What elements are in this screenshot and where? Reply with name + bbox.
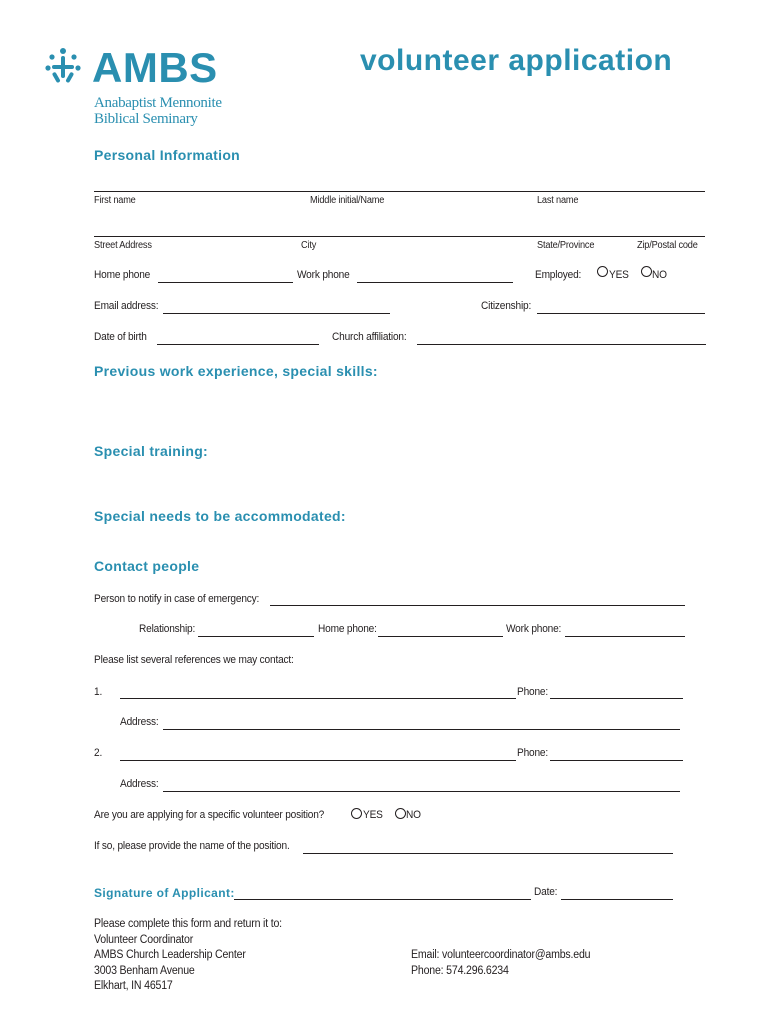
email-input-line[interactable] — [163, 313, 390, 314]
return-contact-block — [411, 948, 606, 979]
label-ref2-phone: Phone: — [517, 747, 548, 759]
label-street: Street Address — [94, 240, 152, 251]
label-emergency-work-phone: Work phone: — [506, 623, 562, 635]
needs-answer-area[interactable] — [94, 530, 705, 552]
label-last-name: Last name — [537, 195, 579, 206]
return-line-2: Volunteer Coordinator — [94, 933, 194, 946]
label-church: Church affiliation: — [332, 331, 407, 343]
return-line-4: 3003 Benham Avenue — [94, 964, 195, 977]
label-emergency: Person to notify in case of emergency: — [94, 593, 260, 605]
experience-answer-area[interactable] — [94, 386, 705, 436]
label-signature: Signature of Applicant: — [94, 886, 235, 900]
employed-yes-radio[interactable] — [597, 266, 608, 277]
logo-wordmark: AMBS — [92, 44, 218, 91]
ref2-address-input-line[interactable] — [163, 791, 680, 792]
employed-no-radio[interactable] — [641, 266, 652, 277]
name-input-line[interactable] — [94, 191, 705, 192]
ambs-logo-icon — [44, 46, 82, 86]
label-employed-yes: YES — [609, 269, 629, 281]
position-yes-radio[interactable] — [351, 808, 362, 819]
label-relationship: Relationship: — [139, 623, 196, 635]
church-input-line[interactable] — [417, 344, 706, 345]
relationship-input-line[interactable] — [198, 636, 314, 637]
label-employed: Employed: — [535, 269, 582, 281]
ref1-phone-input-line[interactable] — [550, 698, 683, 699]
logo-subtitle-line1: Anabaptist Mennonite — [94, 95, 222, 111]
ref1-address-input-line[interactable] — [163, 729, 680, 730]
label-zip: Zip/Postal code — [637, 240, 698, 251]
label-position-question: Are you are applying for a specific volunteer position? — [94, 809, 325, 821]
return-address-block — [94, 917, 298, 995]
label-emergency-home-phone: Home phone: — [318, 623, 377, 635]
label-position-yes: YES — [363, 809, 383, 821]
label-ref1-number: 1. — [94, 686, 103, 698]
position-no-radio[interactable] — [395, 808, 406, 819]
label-ref1-phone: Phone: — [517, 686, 548, 698]
section-heading-needs: Special needs to be accommodated: — [94, 508, 346, 524]
section-heading-experience: Previous work experience, special skills: — [94, 363, 378, 379]
label-email: Email address: — [94, 300, 159, 312]
dob-input-line[interactable] — [157, 344, 319, 345]
work-phone-input-line[interactable] — [357, 282, 513, 283]
signature-input-line[interactable] — [234, 899, 531, 900]
ref2-phone-input-line[interactable] — [550, 760, 683, 761]
ref2-name-input-line[interactable] — [120, 760, 516, 761]
ref1-name-input-line[interactable] — [120, 698, 516, 699]
label-references-prompt: Please list several references we may contact: — [94, 654, 294, 666]
label-work-phone: Work phone — [297, 269, 350, 281]
label-ref1-address: Address: — [120, 716, 159, 728]
logo-subtitle-line2: Biblical Seminary — [94, 111, 198, 127]
home-phone-input-line[interactable] — [158, 282, 293, 283]
date-input-line[interactable] — [561, 899, 673, 900]
return-line-5: Elkhart, IN 46517 — [94, 980, 173, 992]
emergency-input-line[interactable] — [270, 605, 685, 606]
section-heading-personal: Personal Information — [94, 147, 241, 163]
emergency-work-phone-input-line[interactable] — [565, 636, 685, 637]
label-city: City — [301, 240, 317, 251]
label-ref2-number: 2. — [94, 747, 103, 759]
label-employed-no: NO — [652, 269, 667, 281]
label-middle-name: Middle initial/Name — [310, 195, 385, 206]
label-first-name: First name — [94, 195, 136, 206]
label-state: State/Province — [537, 240, 595, 251]
page-title: volunteer application — [360, 44, 673, 77]
citizenship-input-line[interactable] — [537, 313, 705, 314]
return-line-1: Please complete this form and return it to: — [94, 918, 282, 930]
address-input-line[interactable] — [94, 236, 705, 237]
label-position-name: If so, please provide the name of the position. — [94, 840, 290, 852]
label-home-phone: Home phone — [94, 269, 151, 281]
label-position-no: NO — [406, 809, 421, 821]
section-heading-training: Special training: — [94, 443, 209, 459]
return-email[interactable]: Email: volunteercoordinator@ambs.edu — [411, 949, 591, 961]
section-heading-contact: Contact people — [94, 558, 200, 574]
label-dob: Date of birth — [94, 331, 147, 343]
return-phone: Phone: 574.296.6234 — [411, 964, 509, 977]
label-ref2-address: Address: — [120, 778, 159, 790]
position-name-input-line[interactable] — [303, 853, 673, 854]
training-answer-area[interactable] — [94, 466, 705, 502]
label-date: Date: — [534, 886, 558, 898]
return-line-3: AMBS Church Leadership Center — [94, 949, 246, 961]
emergency-home-phone-input-line[interactable] — [378, 636, 503, 637]
label-citizenship: Citizenship: — [481, 300, 532, 312]
